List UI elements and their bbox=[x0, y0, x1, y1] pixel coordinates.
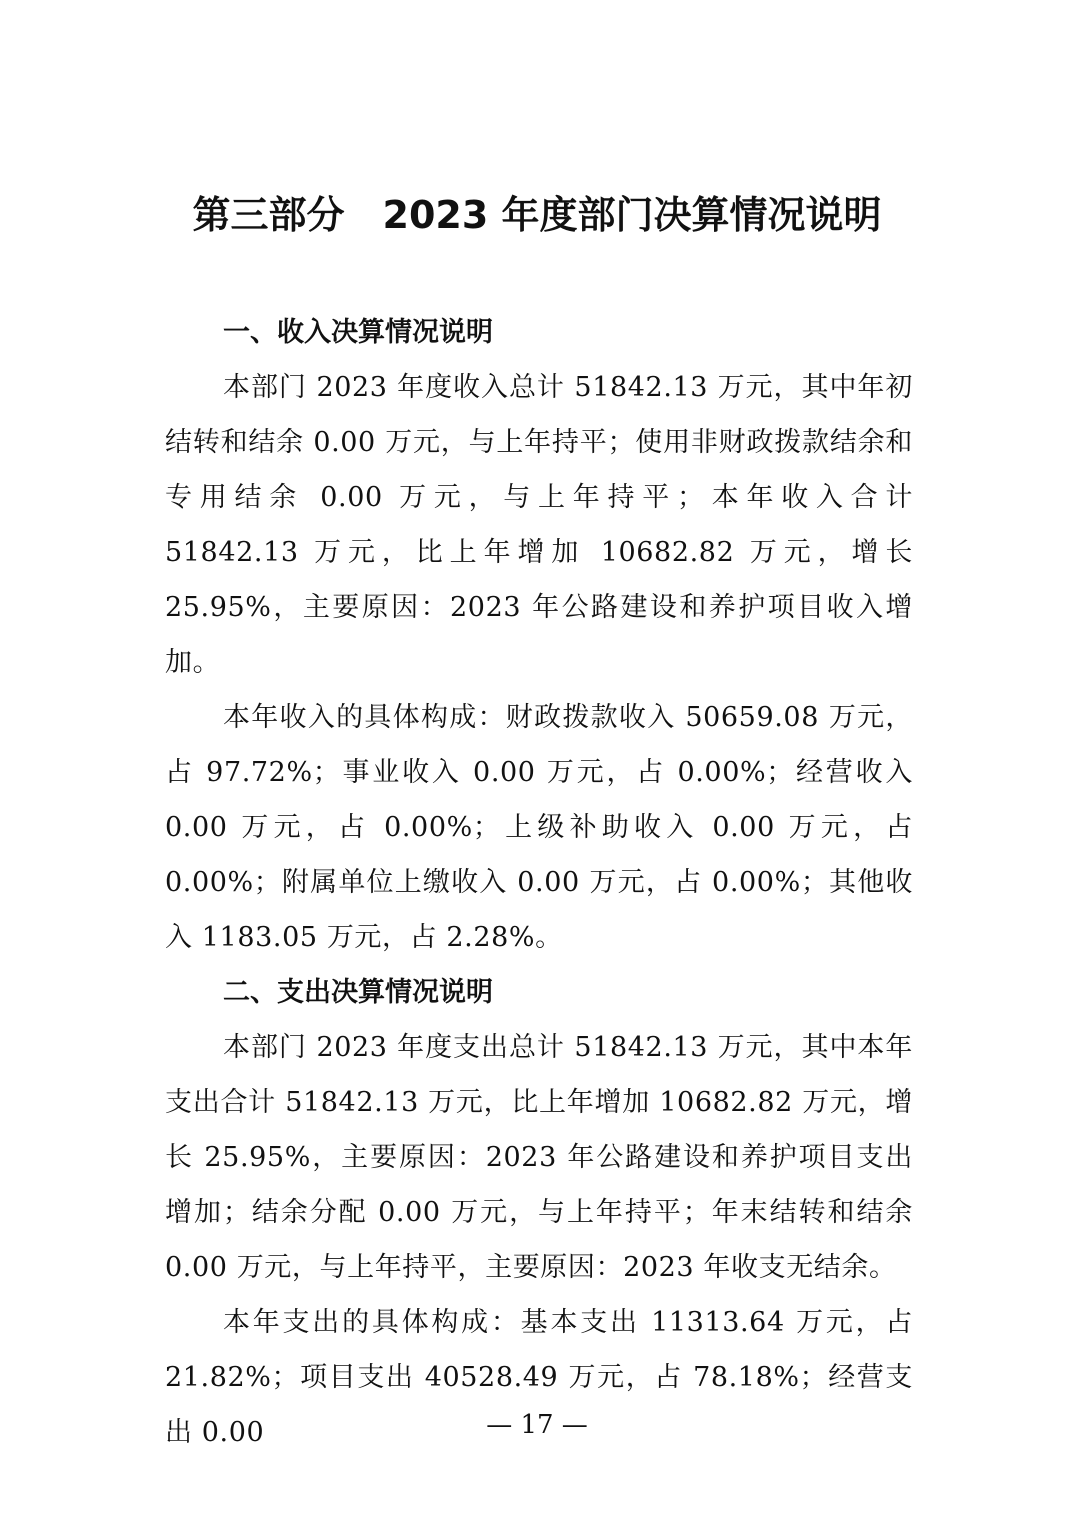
section-heading-income: 一、收入决算情况说明 bbox=[223, 317, 493, 348]
expenditure-summary-paragraph: 本部门 2023 年度支出总计 51842.13 万元，其中本年支出合计 51842.13 万元，比上年增加 10682.82 万元，增长 25.95%，主要原因：2023 年公路建设和养护项目支出增加；结余分配 0.00 万元，与上年持平；年末结转和结余 0.00 万元，与上年持平，主要原因：2023 年收支无结余。 bbox=[165, 1032, 913, 1283]
income-composition-paragraph: 本年收入的具体构成：财政拨款收入 50659.08 万元，占 97.72%；事业收入 0.00 万元，占 0.00%；经营收入 0.00 万元，占 0.00%；上级补助收入 0.00 万元，占 0.00%；附属单位上缴收入 0.00 万元，占 0.00%；其他收入 1183.05 万元，占 2.28%。 bbox=[165, 702, 913, 953]
page-title: 第三部分 2023 年度部门决算情况说明 bbox=[192, 193, 882, 237]
section-heading-expenditure: 二、支出决算情况说明 bbox=[223, 977, 493, 1008]
page-number: — 17 — bbox=[486, 1410, 588, 1440]
expenditure-composition-paragraph: 本年支出的具体构成：基本支出 11313.64 万元，占 21.82%；项目支出 40528.49 万元，占 78.18%；经营支出 0.00 bbox=[165, 1307, 913, 1448]
document-body bbox=[165, 305, 913, 1460]
income-summary-paragraph: 本部门 2023 年度收入总计 51842.13 万元，其中年初结转和结余 0.00 万元，与上年持平；使用非财政拨款结余和专用结余 0.00 万元，与上年持平；本年收入合计 51842.13 万元，比上年增加 10682.82 万元，增长 25.95%，主要原因：2023 年公路建设和养护项目收入增加。 bbox=[165, 372, 913, 678]
